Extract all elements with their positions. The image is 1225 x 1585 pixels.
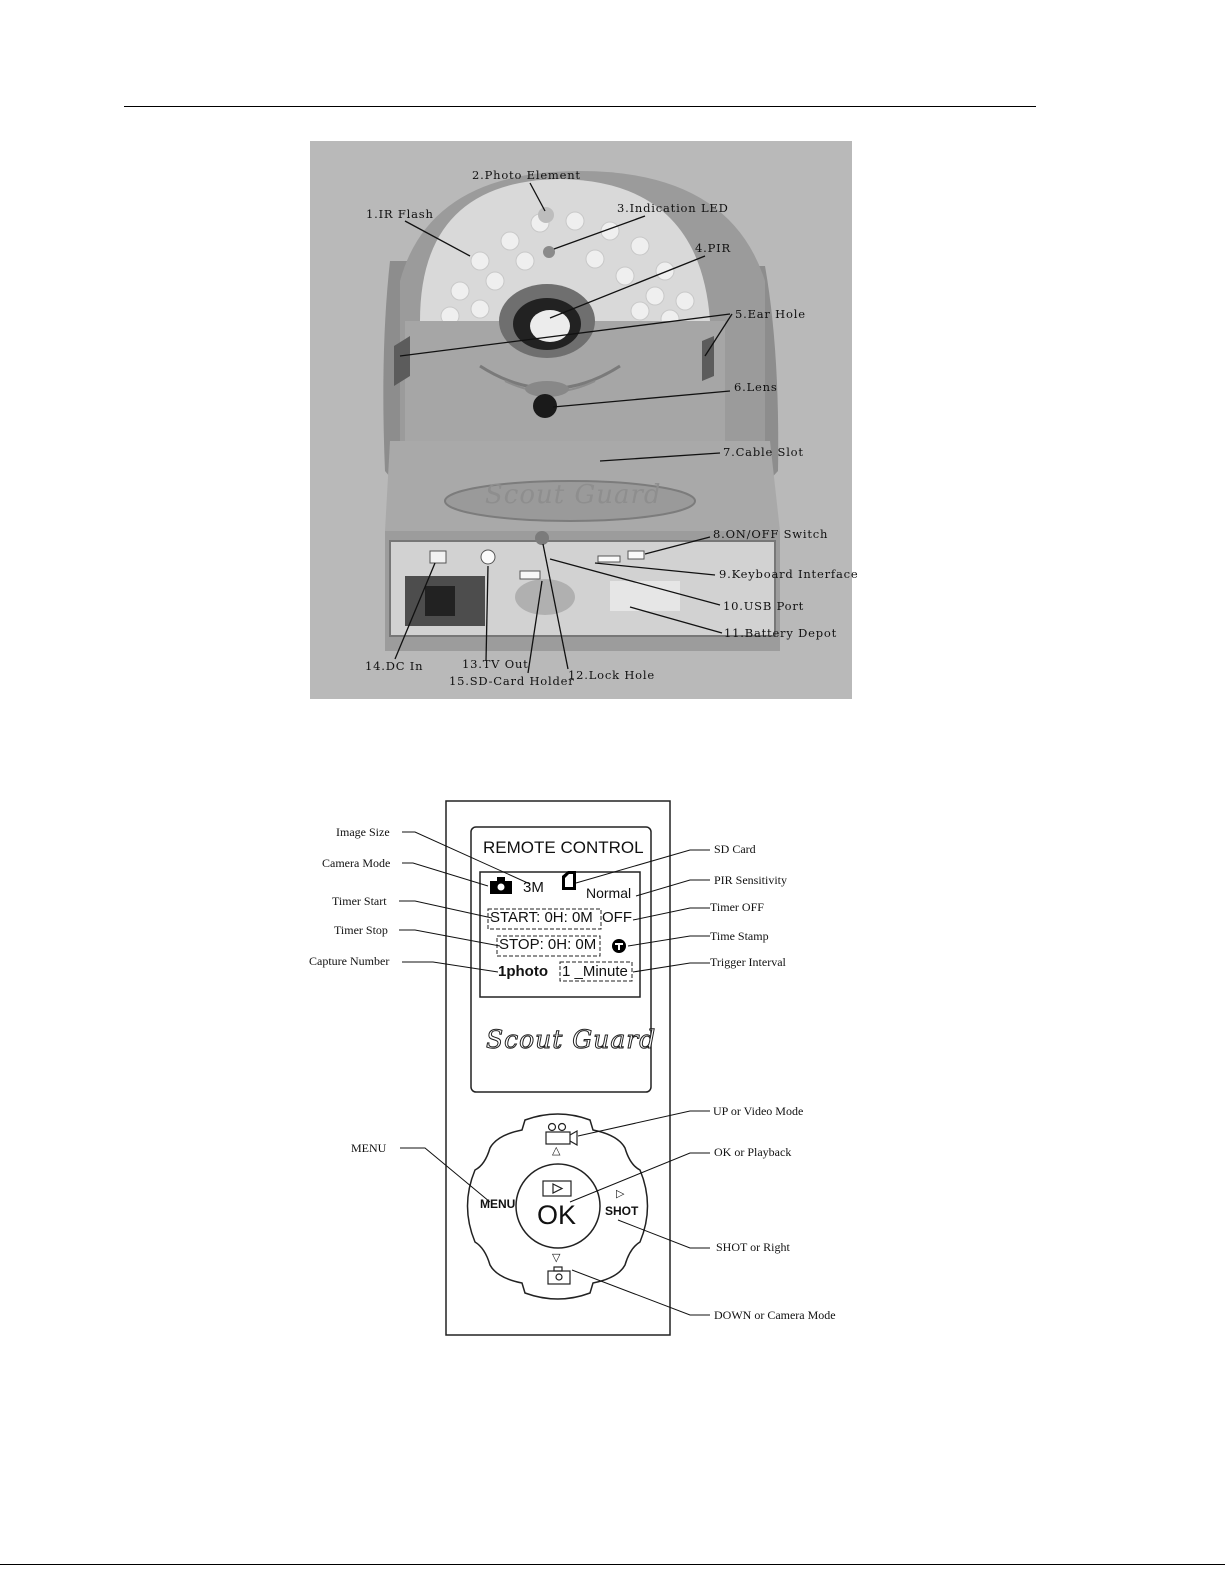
lcd-pir-sensitivity: Normal [586, 885, 632, 901]
label-tv-out: 13.TV Out [462, 657, 529, 671]
callout-shot-right: SHOT or Right [716, 1240, 790, 1254]
callout-timer-stop: Timer Stop [334, 923, 388, 937]
callout-timer-off: Timer OFF [710, 900, 764, 914]
callout-image-size: Image Size [336, 825, 390, 839]
callout-camera-mode: Camera Mode [322, 856, 391, 870]
lcd-timer-start: START: 0H: 0M [490, 909, 593, 926]
label-dc-in: 14.DC In [365, 659, 424, 673]
lcd-title: REMOTE CONTROL [483, 838, 644, 857]
callout-capture-number: Capture Number [309, 954, 390, 968]
callout-trigger-interval: Trigger Interval [710, 955, 786, 969]
down-arrow[interactable]: ▽ [552, 1252, 561, 1264]
menu-button[interactable]: MENU [480, 1197, 516, 1211]
callout-timer-start: Timer Start [332, 894, 387, 908]
lcd-timer-stop: STOP: 0H: 0M [499, 936, 597, 953]
ok-button[interactable]: OK [537, 1200, 577, 1230]
lcd-trigger-interval: 1 _Minute [562, 963, 628, 980]
label-battery-depot: 11.Battery Depot [724, 626, 838, 640]
up-arrow[interactable]: △ [552, 1145, 561, 1157]
label-keyboard-interface: 9.Keyboard Interface [719, 567, 859, 581]
header-rule [124, 106, 1036, 107]
label-pir: 4.PIR [695, 241, 731, 255]
remote-figure [300, 790, 860, 1340]
camera-figure [310, 141, 859, 699]
lcd-image-size: 3M [523, 879, 544, 896]
label-cable-slot: 7.Cable Slot [723, 445, 804, 459]
lcd-timer-off: OFF [602, 909, 632, 926]
callout-down-camera: DOWN or Camera Mode [714, 1308, 836, 1322]
label-ir-flash: 1.IR Flash [366, 207, 434, 221]
callout-sd-card: SD Card [714, 842, 756, 856]
right-arrow[interactable]: ▷ [616, 1188, 625, 1200]
footer-rule [0, 1564, 1225, 1565]
label-usb-port: 10.USB Port [723, 599, 805, 613]
label-indication-led: 3.Indication LED [617, 201, 729, 215]
camera-logo-visible [485, 480, 662, 510]
callout-time-stamp: Time Stamp [710, 929, 769, 943]
callout-ok-playback: OK or Playback [714, 1145, 792, 1159]
label-on-off-switch: 8.ON/OFF Switch [713, 527, 829, 541]
label-lens: 6.Lens [734, 380, 778, 394]
callout-up-video: UP or Video Mode [713, 1104, 804, 1118]
lcd-capture-number: 1photo [498, 963, 548, 980]
label-photo-element: 2.Photo Element [472, 168, 581, 182]
callout-pir-sensitivity: PIR Sensitivity [714, 873, 788, 887]
shot-button[interactable]: SHOT [605, 1204, 639, 1218]
callout-menu: MENU [351, 1141, 387, 1155]
label-ear-hole: 5.Ear Hole [735, 307, 806, 321]
label-lock-hole: 12.Lock Hole [568, 668, 655, 682]
camera-illustration [310, 141, 852, 699]
camera-logo-text: Scout Guard [485, 480, 662, 510]
label-sd-card-holder: 15.SD-Card Holder [449, 674, 575, 688]
remote-brand: Scout Guard [486, 1025, 657, 1054]
